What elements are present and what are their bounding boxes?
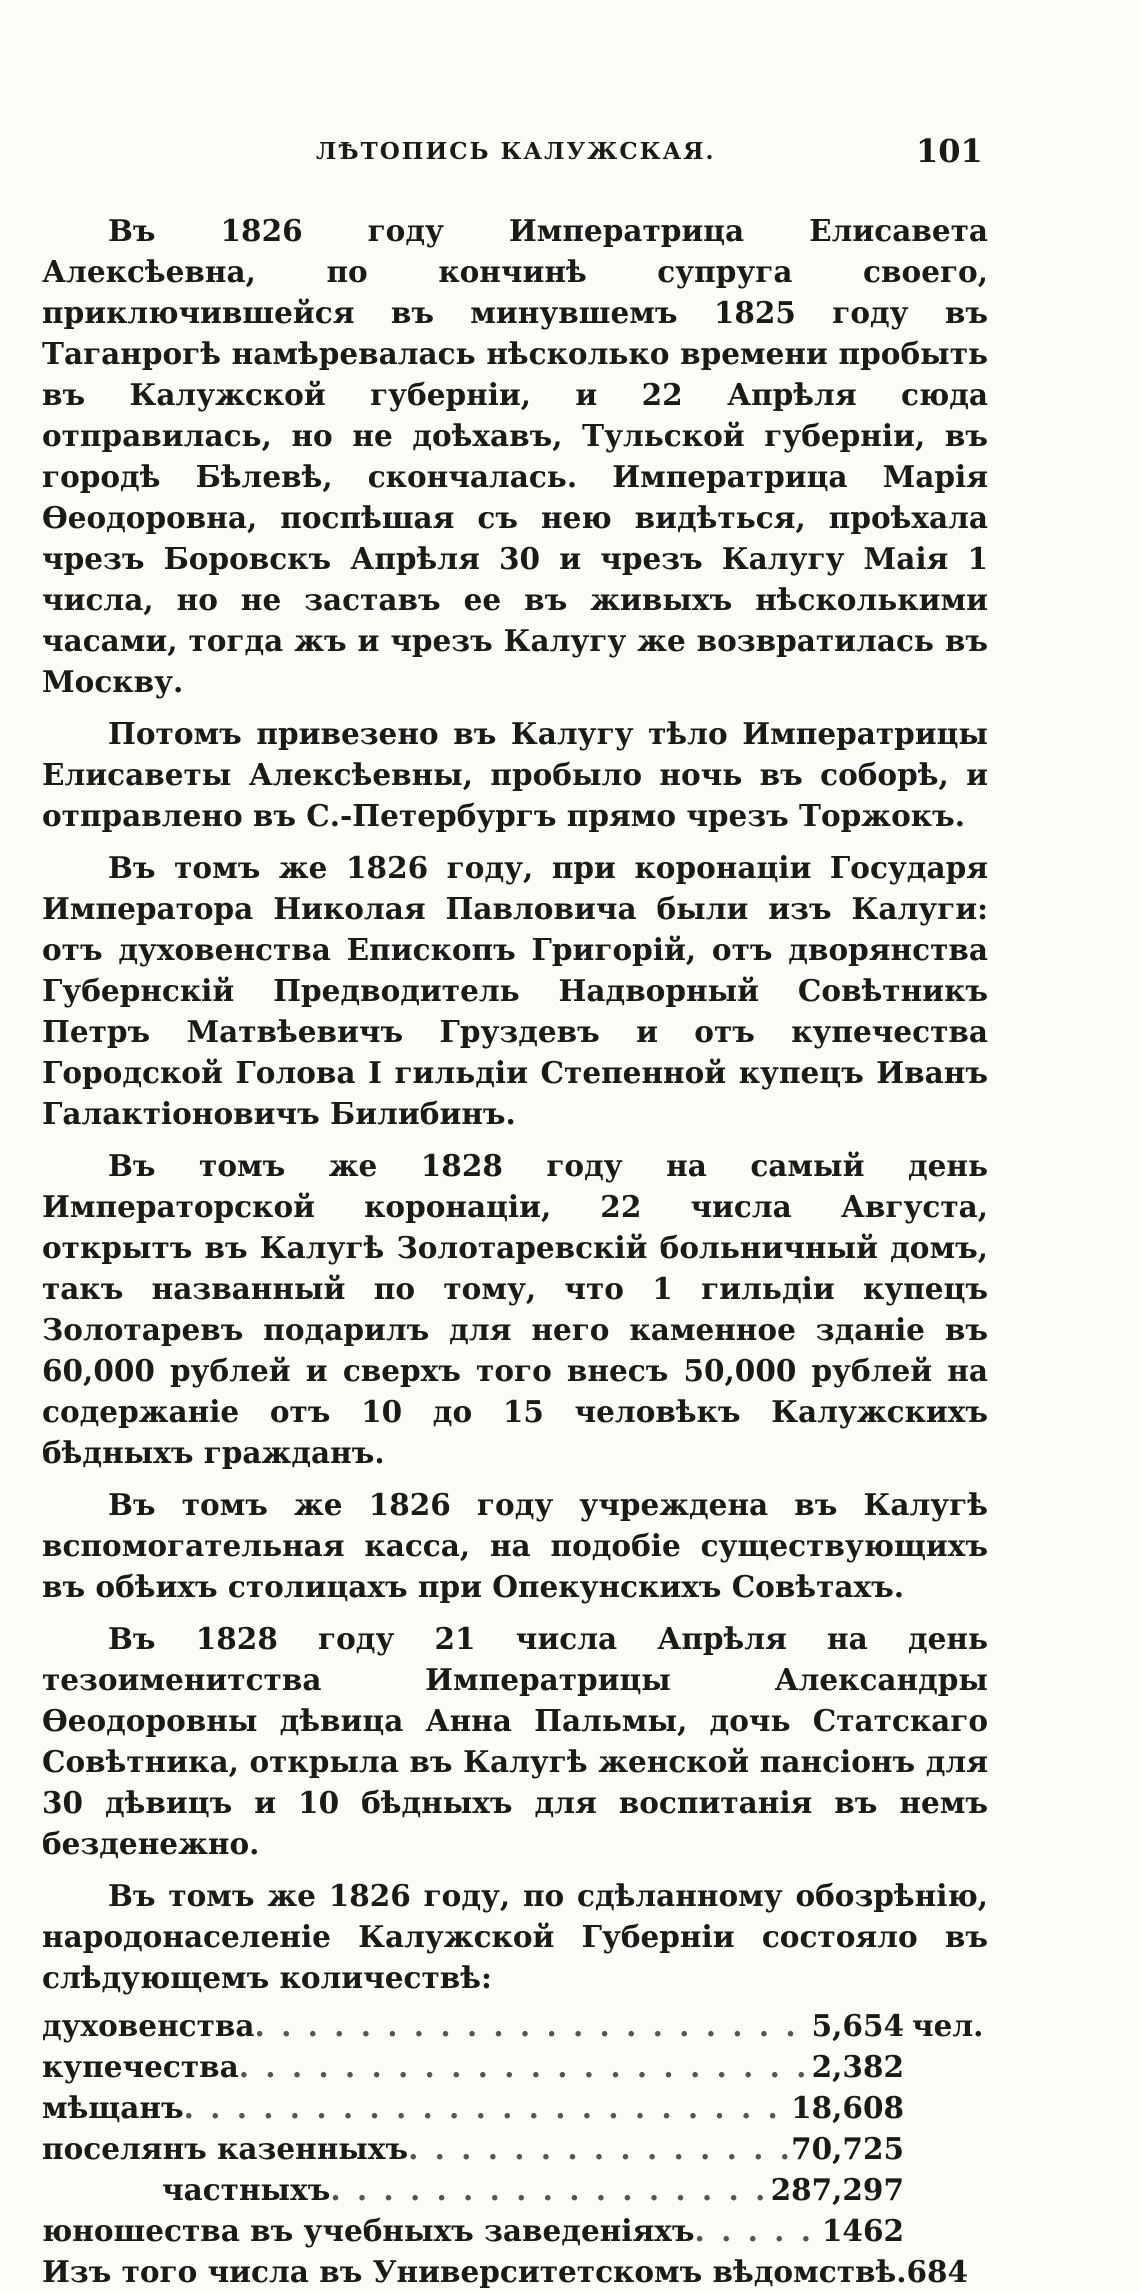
paragraph: Въ 1828 году 21 числа Апрѣля на день тезоименитства Императрицы Александры Ѳеодоровны дѣвица Анна Пальмы, дочь Статскаго Совѣтника, открыла въ Калугѣ женской пансіонъ для 30 дѣвицъ и 10 бѣдныхъ для воспитанія въ немъ безденежно. (42, 1621, 988, 1861)
table-row (42, 2251, 988, 2292)
leader-dots (330, 2169, 770, 2210)
table-row (42, 2087, 988, 2128)
page-number: 101 (916, 132, 983, 170)
leader-dots (239, 2046, 812, 2087)
row-label: Изъ того числа въ Университетскомъ вѣдомствѣ. (42, 2254, 907, 2289)
paragraph: Въ томъ же 1828 году на самый день Императорской коронаціи, 22 числа Августа, открытъ въ Калугѣ Золотаревскій больничный домъ, такъ названный по тому, что 1 гильдіи купецъ Золотаревъ подарилъ для него каменное зданіе въ 60,000 рублей и сверхъ того внесъ 50,000 рублей на содержаніе отъ 10 до 15 человѣкъ Калужскихъ бѣдныхъ гражданъ. (42, 1148, 988, 1470)
row-label: частныхъ (162, 2172, 331, 2207)
row-value: 2,382 (811, 2049, 904, 2084)
page-header (0, 132, 1140, 178)
row-value: 18,608 (791, 2090, 904, 2125)
row-value: 287,297 (770, 2172, 904, 2207)
row-value: 70,725 (791, 2131, 904, 2166)
paragraph: Въ томъ же 1826 году, по сдѣланному обозрѣнію, народонаселеніе Калужской Губерніи состояло въ слѣдующемъ количествѣ: (42, 1878, 988, 1995)
row-label: мѣщанъ (42, 2090, 184, 2125)
running-title: ЛѢТОПИСЬ КАЛУЖСКАЯ. (316, 138, 716, 165)
leader-dots (184, 2087, 791, 2128)
row-unit: чел. (912, 2008, 984, 2043)
leader-dots (695, 2210, 822, 2251)
leader-dots (408, 2128, 791, 2169)
paragraph: Въ томъ же 1826 году учреждена въ Калугѣ вспомогательная касса, на подобіе существующихъ въ обѣихъ столицахъ при Опекунскихъ Совѣтахъ. (42, 1487, 988, 1604)
row-value: 1462 (821, 2213, 904, 2248)
table-row (42, 2046, 988, 2087)
table-row (42, 2210, 988, 2251)
row-label: духовенства (42, 2008, 255, 2043)
paragraph: Въ 1826 году Императрица Елисавета Алексѣевна, по кончинѣ супруга своего, приключившейся въ минувшемъ 1825 году въ Таганрогѣ намѣревалась нѣсколько времени пробыть въ Калужской губерніи, и 22 Апрѣля сюда отправилась, но не доѣхавъ, Тульской губерніи, въ городѣ Бѣлевѣ, скончалась. Императрица Марія Ѳеодоровна, поспѣшая съ нею видѣться, проѣхала чрезъ Боровскъ Апрѣля 30 и чрезъ Калугу Маія 1 числа, но не заставъ ее въ живыхъ нѣсколькими часами, тогда жъ и чрезъ Калугу же возвратилась въ Москву. (42, 213, 988, 699)
row-label: поселянъ казенныхъ (42, 2131, 409, 2166)
table-row (42, 2169, 988, 2210)
row-value: 5,654 (811, 2008, 904, 2043)
table-row (42, 2005, 988, 2046)
table-row (42, 2128, 988, 2169)
row-value: 684 (906, 2254, 969, 2289)
paragraph: Въ томъ же 1826 году, при коронаціи Государя Императора Николая Павловича были изъ Калуги: отъ духовенства Епископъ Григорій, отъ дворянства Губернскій Предводитель Надворный Совѣтникъ Петръ Матвѣевичъ Груздевъ и отъ купечества Городской Голова I гильдіи Степенной купецъ Иванъ Галактіоновичъ Билибинъ. (42, 850, 988, 1131)
paragraph: Потомъ привезено въ Калугу тѣло Императрицы Елисаветы Алексѣевны, пробыло ночь въ соборѣ, и отправлено въ С.-Петербургъ прямо чрезъ Торжокъ. (42, 716, 988, 833)
leader-dots (255, 2005, 812, 2046)
row-label: юношества въ учебныхъ заведеніяхъ (42, 2213, 695, 2248)
population-table (42, 2005, 988, 2292)
body-text (42, 210, 988, 2292)
row-label: купечества (42, 2049, 239, 2084)
